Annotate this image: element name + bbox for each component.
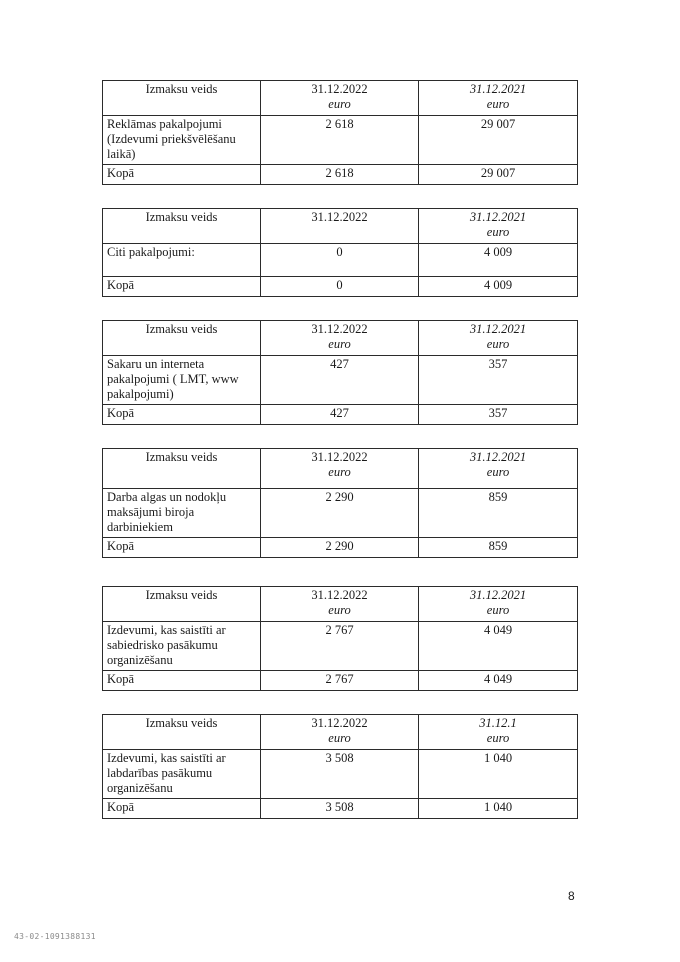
row-value-2022: 2 767 [261,622,419,671]
header-2021-date: 31.12.2021 [469,322,527,336]
total-label: Kopā [103,405,261,425]
total-label: Kopā [103,671,261,691]
row-label: Reklāmas pakalpojumi (Izdevumi priekšvēlēšanu laikā) [103,116,261,165]
total-value-2021: 29 007 [419,165,578,185]
header-2021-date: 31.12.2021 [469,450,527,464]
row-value-2021: 1 040 [419,750,578,799]
total-value-2021: 4 049 [419,671,578,691]
header-cost-type: Izmaksu veids [103,587,261,622]
expense-table-advertising [102,80,578,185]
header-2021-date: 31.12.1 [479,716,517,730]
table-header-row [103,449,578,489]
header-2022-unit: euro [328,465,351,479]
total-value-2021: 4 009 [419,277,578,297]
table-row [103,750,578,799]
row-label: Citi pakalpojumi: [103,244,261,277]
header-2022 [261,209,419,244]
row-label: Izdevumi, kas saistīti ar sabiedrisko pasākumu organizēšanu [103,622,261,671]
expense-table-communications [102,320,578,425]
row-value-2022: 0 [261,244,419,277]
total-label: Kopā [103,538,261,558]
header-2022-date: 31.12.2022 [311,716,368,730]
total-label: Kopā [103,799,261,819]
header-2021-date: 31.12.2021 [469,588,527,602]
row-value-2022: 427 [261,356,419,405]
total-row [103,799,578,819]
row-value-2021: 4 009 [419,244,578,277]
total-value-2021: 1 040 [419,799,578,819]
total-value-2022: 2 618 [261,165,419,185]
row-value-2021: 29 007 [419,116,578,165]
header-2021 [419,321,578,356]
header-2022-date: 31.12.2022 [311,210,368,224]
header-2022 [261,81,419,116]
table-row [103,356,578,405]
header-cost-type: Izmaksu veids [103,449,261,489]
header-2021 [419,209,578,244]
row-value-2021: 4 049 [419,622,578,671]
total-value-2022: 2 290 [261,538,419,558]
total-value-2022: 427 [261,405,419,425]
expense-table-other-services [102,208,578,297]
row-value-2022: 2 290 [261,489,419,538]
header-2021 [419,81,578,116]
header-2022-date: 31.12.2022 [311,588,368,602]
header-2021-date: 31.12.2021 [469,82,527,96]
header-2022-date: 31.12.2022 [311,450,368,464]
total-value-2022: 2 767 [261,671,419,691]
header-2022-unit: euro [328,603,351,617]
total-row [103,671,578,691]
header-2021 [419,715,578,750]
table-header-row [103,209,578,244]
header-cost-type: Izmaksu veids [103,209,261,244]
total-value-2021: 357 [419,405,578,425]
header-2022-unit: euro [328,337,351,351]
row-label: Izdevumi, kas saistīti ar labdarības pasākumu organizēšanu [103,750,261,799]
table-row [103,489,578,538]
header-2021-unit: euro [486,465,510,479]
header-2021-unit: euro [486,97,510,111]
header-2021 [419,587,578,622]
row-value-2021: 859 [419,489,578,538]
expense-table-public-events [102,586,578,691]
header-2021-unit: euro [486,337,510,351]
total-label: Kopā [103,277,261,297]
total-value-2022: 0 [261,277,419,297]
total-row [103,165,578,185]
header-2021-unit: euro [486,603,510,617]
header-2022 [261,587,419,622]
table-header-row [103,81,578,116]
total-row [103,538,578,558]
header-2022 [261,449,419,489]
header-cost-type: Izmaksu veids [103,321,261,356]
header-2022-unit: euro [328,97,351,111]
table-row [103,116,578,165]
header-2022-date: 31.12.2022 [311,322,368,336]
total-label: Kopā [103,165,261,185]
header-2021-unit: euro [486,225,510,239]
row-value-2022: 3 508 [261,750,419,799]
header-2022 [261,321,419,356]
total-value-2021: 859 [419,538,578,558]
page-number: 8 [568,889,575,903]
row-value-2022: 2 618 [261,116,419,165]
total-row [103,405,578,425]
expense-table-salaries [102,448,578,558]
total-row [103,277,578,297]
table-header-row [103,715,578,750]
header-2021-date: 31.12.2021 [469,210,527,224]
header-2021-unit: euro [486,731,510,745]
header-cost-type: Izmaksu veids [103,715,261,750]
row-value-2021: 357 [419,356,578,405]
expense-table-charity-events [102,714,578,819]
row-label: Darba algas un nodokļu maksājumi biroja darbiniekiem [103,489,261,538]
document-id-stamp: 43-02-1091388131 [14,932,96,941]
total-value-2022: 3 508 [261,799,419,819]
header-2021 [419,449,578,489]
header-cost-type: Izmaksu veids [103,81,261,116]
table-header-row [103,321,578,356]
header-2022-unit: euro [328,731,351,745]
row-label: Sakaru un interneta pakalpojumi ( LMT, www pakalpojumi) [103,356,261,405]
table-row [103,622,578,671]
header-2022-date: 31.12.2022 [311,82,368,96]
header-2022 [261,715,419,750]
table-row [103,244,578,277]
table-header-row [103,587,578,622]
